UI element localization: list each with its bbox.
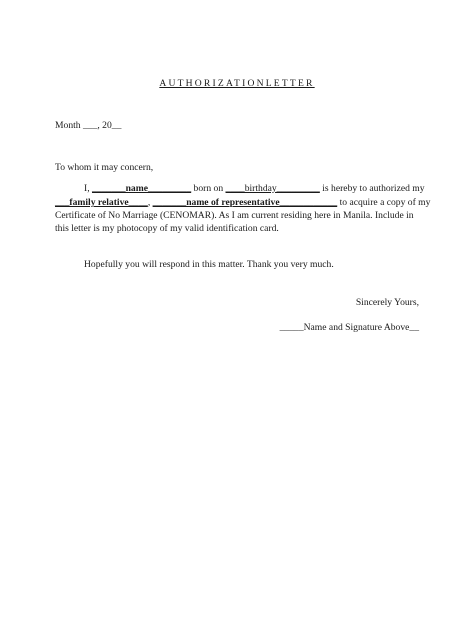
body-text: born on [191, 183, 226, 194]
salutation: To whom it may concern, [55, 162, 154, 173]
body-line-2 [55, 198, 430, 208]
representative-blank: _______name of representative____________ [152, 197, 338, 208]
birthday-blank: ____birthday_________ [225, 183, 320, 194]
date-line: Month ___, 20__ [55, 120, 122, 131]
body-line-4: this letter is my photocopy of my valid identification card. [55, 223, 279, 234]
body-line-3: Certificate of No Marriage (CENOMAR). As I am current residing here in Manila. Include in [55, 210, 414, 221]
signature-line: _____Name and Signature Above__ [279, 322, 419, 333]
closing: Sincerely Yours, [355, 297, 419, 308]
body-line-1 [84, 184, 425, 194]
name-blank: _______name_________ [92, 183, 192, 194]
document-title: AUTHORIZATIONLETTER [159, 78, 315, 89]
hope-line: Hopefully you will respond in this matter. Thank you very much. [84, 259, 334, 270]
body-text: I, [84, 183, 92, 194]
body-text: to acquire a copy of my [337, 197, 431, 208]
body-text: , [147, 197, 153, 208]
family-relative-blank: ___family relative____ [55, 197, 148, 208]
body-text: is hereby to authorized my [319, 183, 425, 194]
